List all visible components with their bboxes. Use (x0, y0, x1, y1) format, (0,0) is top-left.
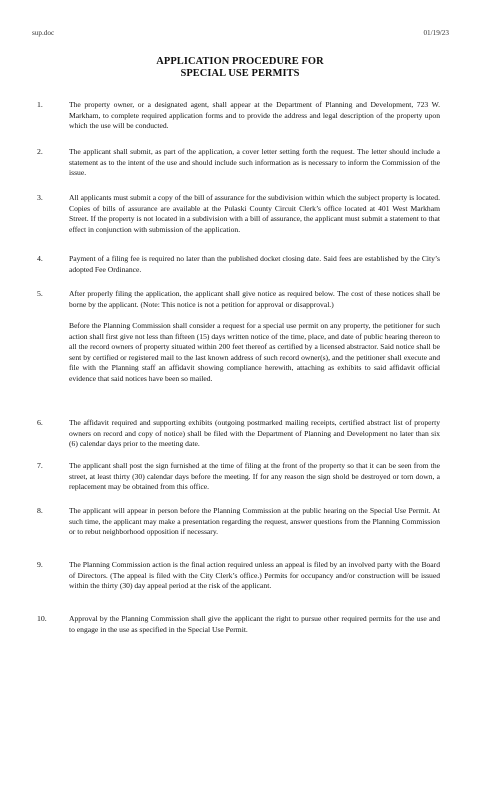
item-number: 6. (37, 418, 43, 427)
item-paragraph: The applicant shall submit, as part of the application, a cover letter setting forth the request. The letter should include a statement as to the intent of the use and should include such information as is necessary to inform the Commission of the issue. (69, 147, 440, 177)
item-body (69, 193, 440, 235)
item-paragraph: Before the Planning Commission shall consider a request for a special use permit on any property, the petitioner for such action shall first give not less than fifteen (15) days written notice of the time, place, and date of public hearing thereon to all the record owners of property situated within 200 feet thereof as certified by a licensed abstractor. Said notice shall be sent by certified or registered mail to the last known address of such record owner(s), and the petitioner shall execute and file with the Planning staff an affidavit showing compliance herewith, attaching as exhibits to said affidavit official evidence that said notices have been so mailed. (69, 321, 440, 383)
item-paragraph: After properly filing the application, the applicant shall give notice as required below. The cost of these notices shall be borne by the applicant. (Note: This notice is not a petition for approval or disapproval.) (69, 289, 440, 309)
item-paragraph: The affidavit required and supporting exhibits (outgoing postmarked mailing receipts, certified abstract list of property owners on record and copy of notice) shall be filed with the Department of Planning and Development no later than six (6) calendar days prior to the meeting date. (69, 418, 440, 448)
page-title-line2: SPECIAL USE PERMITS (180, 68, 300, 79)
item-body (69, 100, 440, 132)
item-body (69, 254, 440, 275)
item-number: 4. (37, 254, 43, 263)
header-date: 01/19/23 (423, 29, 449, 37)
item-paragraph: All applicants must submit a copy of the bill of assurance for the subdivision within which the subject property is located. Copies of bills of assurance are available at the Pulaski County Circuit Clerk’s office located at 401 West Markham Street. If the property is not located in a subdivision with a bill of assurance, the applicant must submit a statement to that effect in conjunction with submission of the application. (69, 193, 440, 234)
item-body (69, 418, 440, 450)
item-number: 9. (37, 560, 43, 569)
item-paragraph: Payment of a filing fee is required no later than the published docket closing date. Said fees are established by the City’s adopted Fee Ordinance. (69, 254, 440, 274)
item-number: 1. (37, 100, 43, 109)
item-body (69, 289, 440, 384)
item-number: 7. (37, 461, 43, 470)
item-body (69, 560, 440, 592)
header-filename: sup.doc (32, 29, 55, 37)
item-paragraph: The property owner, or a designated agent, shall appear at the Department of Planning and Development, 723 W. Markham, to complete required application forms and to provide the address and legal description of the property upon which the use will be conducted. (69, 100, 440, 130)
item-number: 5. (37, 289, 43, 298)
page-title-line1: APPLICATION PROCEDURE FOR (156, 56, 324, 67)
item-body (69, 614, 440, 635)
item-paragraph: Approval by the Planning Commission shall give the applicant the right to pursue other required permits for the use and to engage in the use as specified in the Special Use Permit. (69, 614, 440, 634)
item-number: 8. (37, 506, 43, 515)
item-body (69, 147, 440, 179)
item-paragraph: The Planning Commission action is the final action required unless an appeal is filed by an involved party with the Board of Directors. (The appeal is filed with the City Clerk’s office.) Permits for occupancy and/or construction will be issued within the thirty (30) day appeal period at the risk of the applicant. (69, 560, 440, 590)
item-paragraph: The applicant will appear in person before the Planning Commission at the public hearing on the Special Use Permit. At such time, the applicant may make a presentation regarding the request, answer questions from the Planning Commission or to rebut neighborhood opposition if necessary. (69, 506, 440, 536)
item-number: 2. (37, 147, 43, 156)
item-number: 10. (37, 614, 47, 623)
item-body (69, 506, 440, 538)
item-number: 3. (37, 193, 43, 202)
item-body (69, 461, 440, 493)
item-paragraph: The applicant shall post the sign furnished at the time of filing at the front of the property so that it can be seen from the street, at least thirty (30) calendar days before the meeting. If for any reason the sign shold be destroyed or torn down, a replacement may be obtained from this office. (69, 461, 440, 491)
